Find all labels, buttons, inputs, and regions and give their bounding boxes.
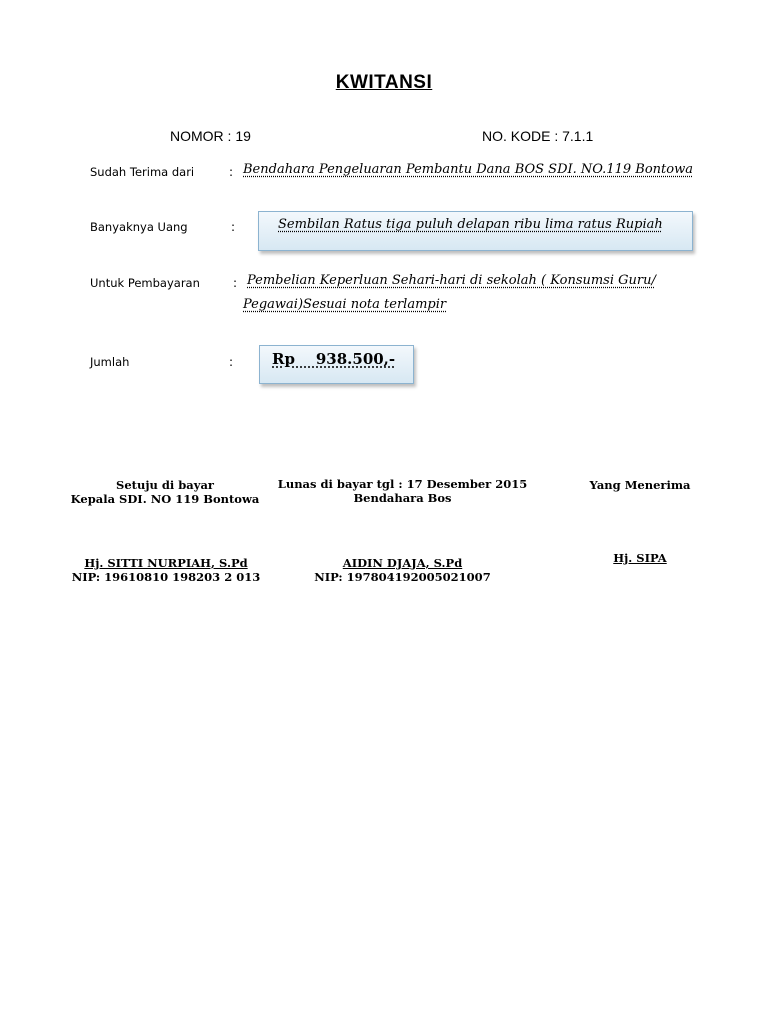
jumlah-box xyxy=(259,345,414,384)
nomor: NOMOR : 19 xyxy=(170,128,251,144)
signature-left-line2: Kepala SDI. NO 119 Bontowa xyxy=(70,492,260,506)
signature-middle-nip: NIP: 197804192005021007 xyxy=(314,570,491,584)
signature-left-line1: Setuju di bayar xyxy=(116,478,214,492)
colon: : xyxy=(233,276,238,290)
signature-middle xyxy=(270,477,535,505)
untuk-pembayaran-value-line1: Pembelian Keperluan Sehari-hari di sekolah ( Konsumsi Guru/ xyxy=(247,273,656,288)
untuk-pembayaran-value-line2: Pegawai)Sesuai nota terlampir xyxy=(243,297,447,312)
banyaknya-uang-box xyxy=(258,211,693,251)
banyaknya-uang-value: Sembilan Ratus tiga puluh delapan ribu lima ratus Rupiah xyxy=(278,217,663,232)
no-kode: NO. KODE : 7.1.1 xyxy=(482,128,594,144)
signature-middle-name: AIDIN DJAJA, S.Pd xyxy=(342,556,463,570)
banyaknya-uang-label: Banyaknya Uang xyxy=(90,220,188,234)
sudah-terima-value: Bendahara Pengeluaran Pembantu Dana BOS SDI. NO.119 Bontowa xyxy=(243,162,693,177)
colon: : xyxy=(229,165,234,179)
document-title: KWITANSI xyxy=(335,72,433,93)
signature-right-name: Hj. SIPA xyxy=(613,551,667,565)
signature-left-nip: NIP: 19610810 198203 2 013 xyxy=(71,570,261,584)
jumlah-value: Rp 938.500,- xyxy=(272,350,396,368)
signature-middle-line2: Bendahara Bos xyxy=(353,491,452,505)
signature-left xyxy=(70,478,260,506)
colon: : xyxy=(229,355,234,369)
signature-right xyxy=(570,478,710,492)
untuk-pembayaran-label: Untuk Pembayaran xyxy=(90,276,200,290)
signature-middle-name-block xyxy=(310,556,495,584)
colon: : xyxy=(231,220,236,234)
sudah-terima-label: Sudah Terima dari xyxy=(90,165,195,179)
signature-left-name-block xyxy=(66,556,266,584)
signature-left-name: Hj. SITTI NURPIAH, S.Pd xyxy=(84,556,248,570)
signature-right-line1: Yang Menerima xyxy=(589,478,691,492)
signature-right-name-block xyxy=(580,551,700,565)
jumlah-label: Jumlah xyxy=(90,355,130,369)
signature-middle-line1: Lunas di bayar tgl : 17 Desember 2015 xyxy=(277,477,528,491)
